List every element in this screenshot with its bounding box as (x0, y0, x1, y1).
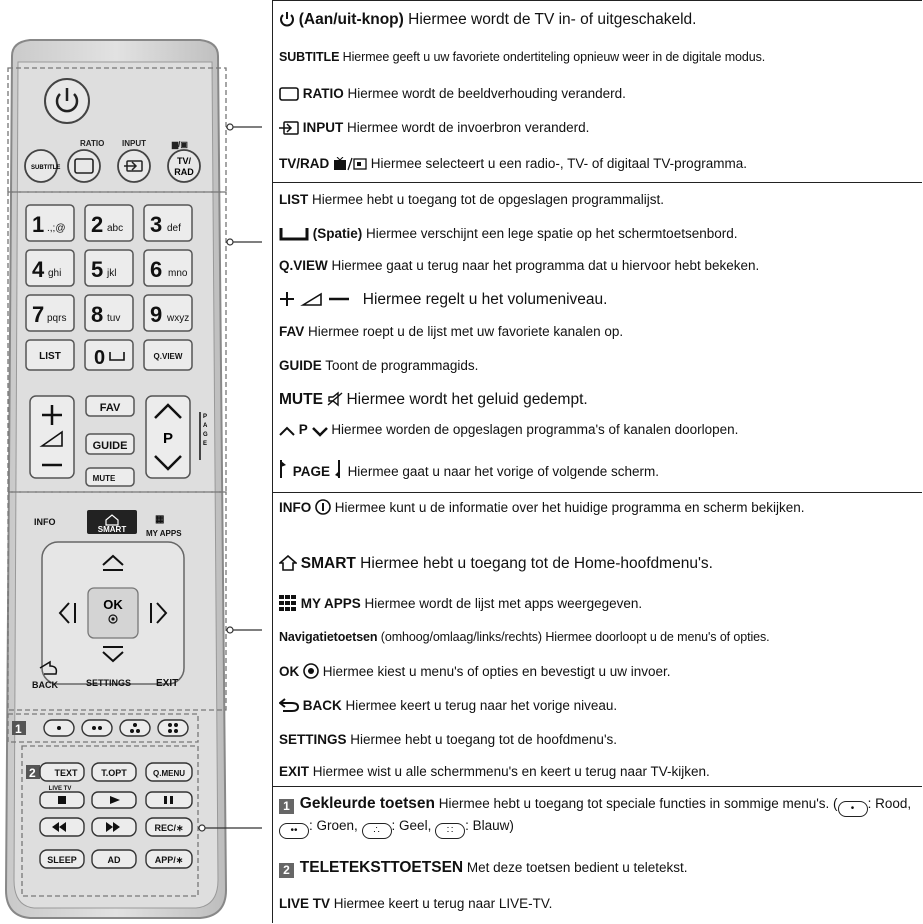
row-teletext: 2 TELETEKSTTOETSEN Met deze toetsen bedient u teletekst. (279, 859, 918, 878)
row-settings: SETTINGS Hiermee hebt u toegang tot de hoofdmenu's. (279, 732, 618, 747)
svg-text:LIST: LIST (39, 351, 61, 362)
row-exit: EXIT Hiermee wist u alle schermmenu's en keert u terug naar TV-kijken. (279, 764, 710, 779)
svg-text:tuv: tuv (107, 313, 121, 324)
svg-text:7: 7 (32, 302, 45, 327)
description-table (272, 0, 923, 923)
mute-icon (327, 391, 343, 411)
svg-text:Q.MENU: Q.MENU (153, 769, 185, 778)
svg-text:P: P (203, 414, 208, 420)
blue-key-icon: ∷ (435, 823, 465, 839)
power-icon (279, 11, 295, 31)
row-input: INPUT Hiermee wordt de invoerbron veranderd. (279, 119, 918, 139)
svg-text:def: def (167, 223, 181, 234)
row-ok: OK Hiermee kiest u menu's of opties en bevestigt u uw invoer. (279, 663, 918, 683)
section-power-input (273, 0, 922, 183)
apps-icon: ▦ (155, 514, 165, 525)
subtitle-key-label: SUBTITLE (31, 165, 61, 171)
svg-text:4: 4 (32, 257, 45, 282)
svg-text:INFO: INFO (34, 517, 56, 527)
volume-icon (279, 291, 359, 311)
svg-text:GUIDE: GUIDE (92, 440, 128, 452)
row-info: INFO Hiermee kunt u de informatie over het huidige programma en scherm bekijken. (279, 499, 918, 519)
svg-text:T.OPT: T.OPT (101, 768, 127, 778)
page-icon (279, 459, 289, 483)
svg-text:REC/∗: REC/∗ (154, 823, 184, 833)
svg-text:SMART: SMART (97, 525, 127, 534)
row-tv-rad: TV/RAD Hiermee selecteert u een radio-, TV- of digitaal TV-programma. (279, 155, 918, 175)
row-volume: Hiermee regelt u het volumeniveau. (279, 291, 918, 311)
svg-text:abc: abc (107, 223, 124, 234)
svg-text:SETTINGS: SETTINGS (86, 678, 132, 688)
input-icon (279, 121, 299, 139)
blue-key[interactable] (158, 720, 188, 736)
svg-text:MY APPS: MY APPS (146, 529, 182, 538)
svg-text:0: 0 (94, 347, 106, 369)
section-smart-keys (273, 492, 922, 787)
svg-text:P: P (162, 430, 174, 447)
program-updown-icon (279, 424, 295, 441)
svg-text:FAV: FAV (99, 402, 121, 414)
row-q-view: Q.VIEW Hiermee gaat u terug naar het programma dat u hiervoor hebt bekeken. (279, 258, 760, 273)
svg-text:EXIT: EXIT (156, 678, 179, 689)
svg-text:5: 5 (91, 257, 104, 282)
row-program: P Hiermee worden de opgeslagen programma's of kanalen doorlopen. (279, 421, 918, 441)
svg-text:8: 8 (91, 302, 104, 327)
svg-text:wxyz: wxyz (167, 313, 190, 324)
key-0[interactable] (85, 340, 133, 370)
row-my-apps: MY APPS Hiermee wordt de lijst met apps weergegeven. (279, 595, 918, 615)
ratio-label: RATIO (80, 139, 105, 148)
green-key[interactable] (82, 720, 112, 736)
tv-rad-button[interactable] (168, 150, 200, 182)
row-mute: MUTE Hiermee wordt het geluid gedempt. (279, 391, 918, 411)
home-icon (279, 555, 297, 575)
ratio-button[interactable] (68, 150, 100, 182)
row-color-keys: 1 Gekleurde toetsen Hiermee hebt u toegang tot speciale functies in sommige menu's. ( • : Rood, •• : Groen, ∴ : Geel, ∷ : Blauw) (279, 795, 918, 839)
svg-text:.,;@: .,;@ (47, 223, 66, 234)
row-ratio: RATIO Hiermee wordt de beeldverhouding veranderd. (279, 85, 918, 105)
apps-icon (279, 595, 297, 615)
pause-button[interactable] (146, 792, 192, 808)
row-space: (Spatie) Hiermee verschijnt een lege spatie op het schermtoetsenbord. (279, 225, 918, 245)
row-power: (Aan/uit-knop) Hiermee wordt de TV in- of uitgeschakeld. (279, 11, 918, 31)
section-color-teletext (273, 786, 922, 924)
svg-text:Q.VIEW: Q.VIEW (153, 352, 183, 361)
svg-text:MUTE: MUTE (92, 474, 116, 483)
yellow-key[interactable] (120, 720, 150, 736)
row-page: PAGE Hiermee gaat u naar het vorige of volgende scherm. (279, 459, 918, 483)
svg-text:1: 1 (15, 722, 22, 736)
svg-text:6: 6 (150, 257, 163, 282)
ok-button[interactable] (88, 588, 138, 638)
svg-text:1: 1 (32, 212, 45, 237)
tv-radio-icon (333, 157, 367, 175)
svg-text:TEXT: TEXT (54, 768, 78, 778)
svg-text:9: 9 (150, 302, 163, 327)
row-fav: FAV Hiermee roept u de lijst met uw favoriete kanalen op. (279, 324, 624, 339)
svg-text:pqrs: pqrs (47, 313, 67, 324)
row-guide: GUIDE Toont de programmagids. (279, 358, 479, 373)
svg-text:LIVE TV: LIVE TV (48, 786, 72, 792)
tv-rad-key-label: TV/ (176, 156, 192, 166)
power-button[interactable] (45, 79, 89, 123)
row-back: BACK Hiermee keert u terug naar het vorige niveau. (279, 697, 918, 717)
input-label: INPUT (122, 139, 146, 148)
svg-text:OK: OK (103, 597, 123, 612)
ratio-icon (279, 87, 299, 105)
row-live-tv: LIVE TV Hiermee keert u terug naar LIVE-TV. (279, 896, 553, 911)
row-subtitle: SUBTITLE Hiermee geeft u uw favoriete ondertiteling opnieuw weer in de digitale modus. (279, 50, 766, 64)
tv-radio-icon: ▆/▣ (172, 140, 188, 149)
svg-text:A: A (203, 423, 208, 429)
svg-text:RAD: RAD (174, 167, 194, 177)
back-icon (279, 697, 299, 717)
ok-icon (303, 663, 319, 683)
svg-text:AD: AD (107, 855, 121, 865)
row-list: LIST Hiermee hebt u toegang tot de opgeslagen programmalijst. (279, 192, 664, 207)
space-icon (279, 227, 309, 245)
row-smart: SMART Hiermee hebt u toegang tot de Home-hoofdmenu's. (279, 555, 918, 575)
svg-text:SLEEP: SLEEP (47, 855, 77, 865)
svg-text:2: 2 (91, 212, 104, 237)
info-icon (315, 499, 331, 519)
svg-text:2: 2 (29, 766, 36, 780)
row-navigation: Navigatietoetsen (omhoog/omlaag/links/rechts) Hiermee doorloopt u de menu's of opties. (279, 630, 770, 644)
svg-text:E: E (203, 441, 208, 447)
yellow-key-icon: ∴ (362, 823, 392, 839)
svg-text:ghi: ghi (48, 268, 62, 279)
svg-text:G: G (203, 432, 208, 438)
svg-text:BACK: BACK (32, 680, 58, 690)
section-number-keys (273, 182, 922, 493)
svg-text:mno: mno (168, 268, 188, 279)
red-key-icon: • (838, 801, 868, 817)
svg-text:APP/∗: APP/∗ (154, 855, 184, 865)
svg-text:3: 3 (150, 212, 163, 237)
remote-control (0, 0, 262, 923)
svg-text:jkl: jkl (107, 268, 117, 279)
green-key-icon: •• (279, 823, 309, 839)
